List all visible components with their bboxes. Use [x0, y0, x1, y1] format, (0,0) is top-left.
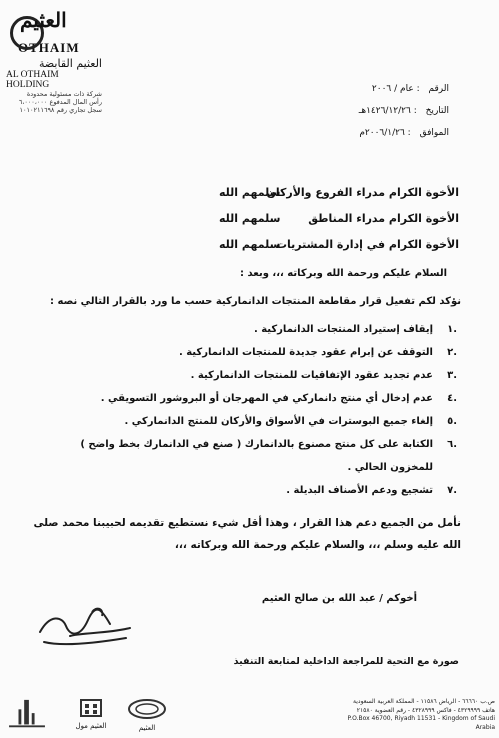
mall-logo-icon — [79, 698, 103, 718]
company-cr: سجل تجاري رقم ١٠١٠٢١١٦٩٨ — [19, 106, 102, 114]
footer-logos — [6, 698, 196, 734]
item-number: .٧ — [447, 485, 457, 496]
ref-number-value: : عام / ٢٠٠٦ — [371, 84, 420, 94]
list-item — [37, 410, 457, 433]
decision-list — [37, 318, 457, 502]
footer-address — [345, 698, 495, 732]
footer-logo-othaim-label: العثيم — [138, 724, 156, 732]
addressee-name: الأخوة الكرام مدراء الفروع والأركان — [266, 186, 459, 199]
logo-arabic-mark: العثيم — [20, 8, 67, 32]
footer-address-line: ص.ب ٦٦٦٦٠ - الرياض ١١٥٨٦ - المملكة العربية السعودية — [353, 698, 495, 705]
footer-address-line: P.O.Box 46700, Riyadh 11531 - Kingdom of Saudi Arabia — [347, 715, 495, 731]
addressee-name: الأخوة الكرام مدراء المناطق — [308, 212, 459, 225]
logo-brand: OTHAIM — [18, 40, 80, 55]
addressee-salute: سلمهم الله — [219, 238, 281, 251]
list-item — [37, 387, 457, 410]
tower-logo-icon — [6, 698, 48, 732]
list-item — [37, 318, 457, 341]
addressee-line — [129, 206, 459, 232]
closing-line-2: الله عليه وسلم ،،، والسلام عليكم ورحمة الله وبركاته ،،، — [174, 539, 461, 551]
item-number: .٤ — [447, 393, 457, 404]
ref-corresponding — [259, 122, 449, 144]
list-item — [37, 433, 457, 456]
item-number: .٣ — [447, 370, 457, 381]
copy-note: صورة مع التحية للمراجعة الداخلية لمتابعة التنفيذ — [233, 656, 459, 667]
signature — [30, 602, 140, 656]
list-item — [37, 341, 457, 364]
company-logo — [6, 8, 102, 114]
ref-date-value: : ١٤٢٦/١٢/٢٦هـ — [358, 106, 417, 116]
addressee-salute: سلمهم الله — [219, 212, 281, 225]
ref-corresponding-value: : ٢٠٠٦/١/٢٦م — [359, 128, 411, 138]
item-text: إيقاف إستيراد المنتجات الدانماركية . — [253, 324, 433, 335]
item-text: عدم تجديد عقود الإتفاقيات للمنتجات الدانماركية . — [190, 370, 433, 381]
ref-date-label: التاريخ — [425, 106, 449, 116]
addressee-salute: سلمهم الله — [219, 186, 281, 199]
item-number: .٦ — [447, 439, 457, 450]
ref-date — [259, 100, 449, 122]
ref-number — [259, 78, 449, 100]
item-text: الكتابة على كل منتج مصنوع بالدانمارك ( صنع في الدانمارك بخط واضح ) — [80, 439, 433, 450]
footer — [0, 694, 499, 738]
item-number: .٥ — [447, 416, 457, 427]
list-item — [37, 479, 457, 502]
ref-number-label: الرقم — [428, 84, 449, 94]
intro-text: نؤكد لكم تفعيل قرار مقاطعة المنتجات الدانماركية حسب ما ورد بالقرار التالي نصه : — [50, 296, 461, 307]
item-text: للمخزون الحالي . — [347, 462, 433, 473]
closing-paragraph — [21, 512, 461, 556]
greeting: السلام عليكم ورحمة الله وبركاته ،،، وبعد : — [240, 268, 447, 279]
list-item-continuation — [37, 456, 457, 479]
item-text: تشجيع ودعم الأصناف البديلة . — [286, 485, 433, 496]
footer-address-line: هاتف ٤٣٢٩٩٩٩ - فاكس ٤٣٢٨٩٩٩ - رقم العضوية ٢١٥٨٠ — [356, 706, 495, 714]
othaim-oval-logo-icon — [127, 698, 167, 720]
closing-line-1: نأمل من الجميع دعم هذا القرار ، وهذا أقل شيء نستطيع تقديمه لحبيبنا محمد صلى — [33, 517, 461, 529]
addressees — [129, 180, 459, 258]
addressee-line — [129, 232, 459, 258]
list-item — [37, 364, 457, 387]
addressee-name: الأخوة الكرام في إدارة المشتريات — [275, 238, 459, 251]
item-number: .١ — [447, 324, 457, 335]
addressee-line — [129, 180, 459, 206]
footer-logo-mall — [66, 698, 116, 732]
reference-block — [259, 78, 449, 144]
ref-corresponding-label: الموافق — [419, 128, 449, 138]
item-number: .٢ — [447, 347, 457, 358]
item-text: عدم إدخال أي منتج دانماركي في المهرجان أو البروشور التسويقي . — [100, 393, 433, 404]
sender-name: أخوكم / عبد الله بن صالح العثيم — [261, 593, 417, 604]
signature-icon — [30, 602, 140, 652]
company-english-name: AL OTHAIM HOLDING — [6, 70, 59, 90]
company-type: شركة ذات مسئولية محدودة — [26, 90, 102, 98]
item-text: إلغاء جميع البوسترات في الأسواق والأركان للمنتج الدانماركي . — [124, 416, 433, 427]
logo-mark — [6, 8, 102, 42]
item-text: التوقف عن إبرام عقود جديدة للمنتجات الدانماركية . — [178, 347, 433, 358]
footer-logo-mall-label: العثيم مول — [75, 722, 107, 730]
footer-logo-othaim — [124, 698, 170, 732]
company-capital: رأس المال المدفوع ٦،٠٠٠،٠٠٠ — [18, 98, 102, 106]
company-arabic-name: العثيم القابضة — [39, 57, 102, 70]
